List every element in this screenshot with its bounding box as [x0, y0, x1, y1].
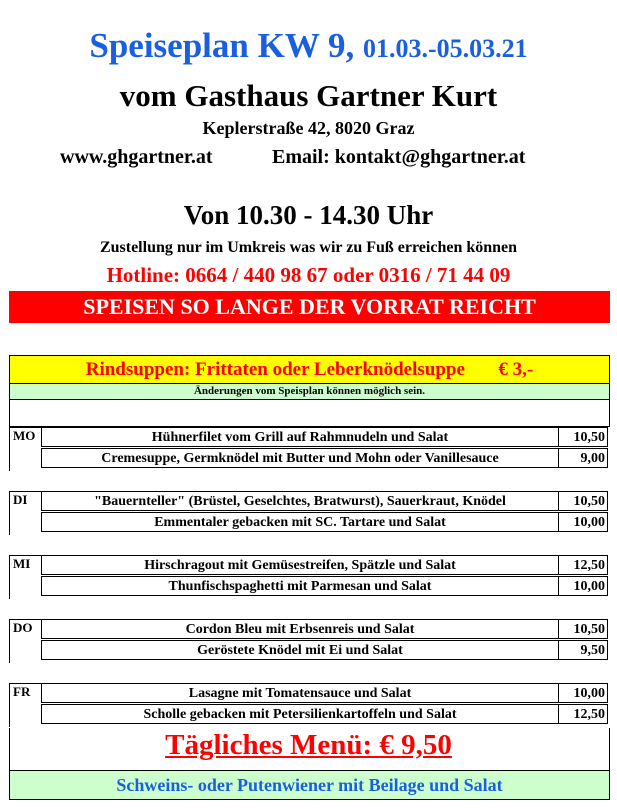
soup-row	[9, 355, 610, 384]
email: Email: kontakt@ghgartner.at	[272, 146, 526, 168]
restaurant-name: vom Gasthaus Gartner Kurt	[119, 78, 498, 113]
date-range: 01.03.-05.03.21	[362, 34, 528, 63]
opening-hours: Von 10.30 - 14.30 Uhr	[183, 200, 434, 230]
delivery-note: Zustellung nur im Umkreis was wir zu Fuß erreichen können	[99, 239, 518, 256]
price-cell: 10,50	[559, 427, 608, 447]
day-label: DI	[9, 491, 41, 535]
hotline: Hotline: 0664 / 440 98 67 oder 0316 / 71 44 09	[106, 263, 511, 287]
price-cell: 9,50	[559, 640, 608, 660]
daily-dish: Schweins- oder Putenwiener mit Beilage und Salat	[9, 770, 610, 800]
dish-cell: Cremesuppe, Germknödel mit Butter und Mohn oder Vanillesauce	[41, 448, 559, 468]
price-cell: 10,50	[559, 619, 608, 639]
dish-cell: Emmentaler gebacken mit SC. Tartare und Salat	[41, 512, 559, 532]
dish-cell: Cordon Bleu mit Erbsenreis und Salat	[41, 619, 559, 639]
day-label: DO	[9, 619, 41, 663]
dish-cell: Lasagne mit Tomatensauce und Salat	[41, 683, 559, 703]
dish-cell: Geröstete Knödel mit Ei und Salat	[41, 640, 559, 660]
price-cell: 12,50	[559, 704, 608, 724]
price-cell: 10,50	[559, 491, 608, 511]
dish-cell: Thunfischspaghetti mit Parmesan und Salat	[41, 576, 559, 596]
dish-cell: Hühnerfilet vom Grill auf Rahmnudeln und Salat	[41, 427, 559, 447]
price-cell: 9,00	[559, 448, 608, 468]
dish-cell: Hirschragout mit Gemüsestreifen, Spätzle und Salat	[41, 555, 559, 575]
price-cell: 10,00	[559, 576, 608, 596]
price-cell: 10,00	[559, 512, 608, 532]
price-cell: 10,00	[559, 683, 608, 703]
dish-cell: Scholle gebacken mit Petersilienkartoffeln und Salat	[41, 704, 559, 724]
website: www.ghgartner.at	[60, 146, 213, 168]
day-label: FR	[9, 683, 41, 727]
daily-menu: Tägliches Menü: € 9,50	[165, 729, 452, 761]
stock-banner: SPEISEN SO LANGE DER VORRAT REICHT	[9, 291, 610, 323]
price-cell: 12,50	[559, 555, 608, 575]
address: Keplerstraße 42, 8020 Graz	[202, 118, 415, 138]
day-label: MI	[9, 555, 41, 599]
change-notice: Änderungen vom Speisplan können möglich sein.	[9, 383, 610, 400]
dish-cell: "Bauernteller" (Brüstel, Geselchtes, Bratwurst), Sauerkraut, Knödel	[41, 491, 559, 511]
blank-row	[9, 399, 610, 427]
page-title	[0, 26, 617, 66]
soup-label: Rindsuppen: Frittaten oder Leberknödelsuppe	[85, 359, 465, 380]
day-label: MO	[9, 427, 41, 471]
title-text: Speiseplan KW 9,	[89, 26, 355, 65]
soup-price: € 3,-	[498, 359, 534, 380]
